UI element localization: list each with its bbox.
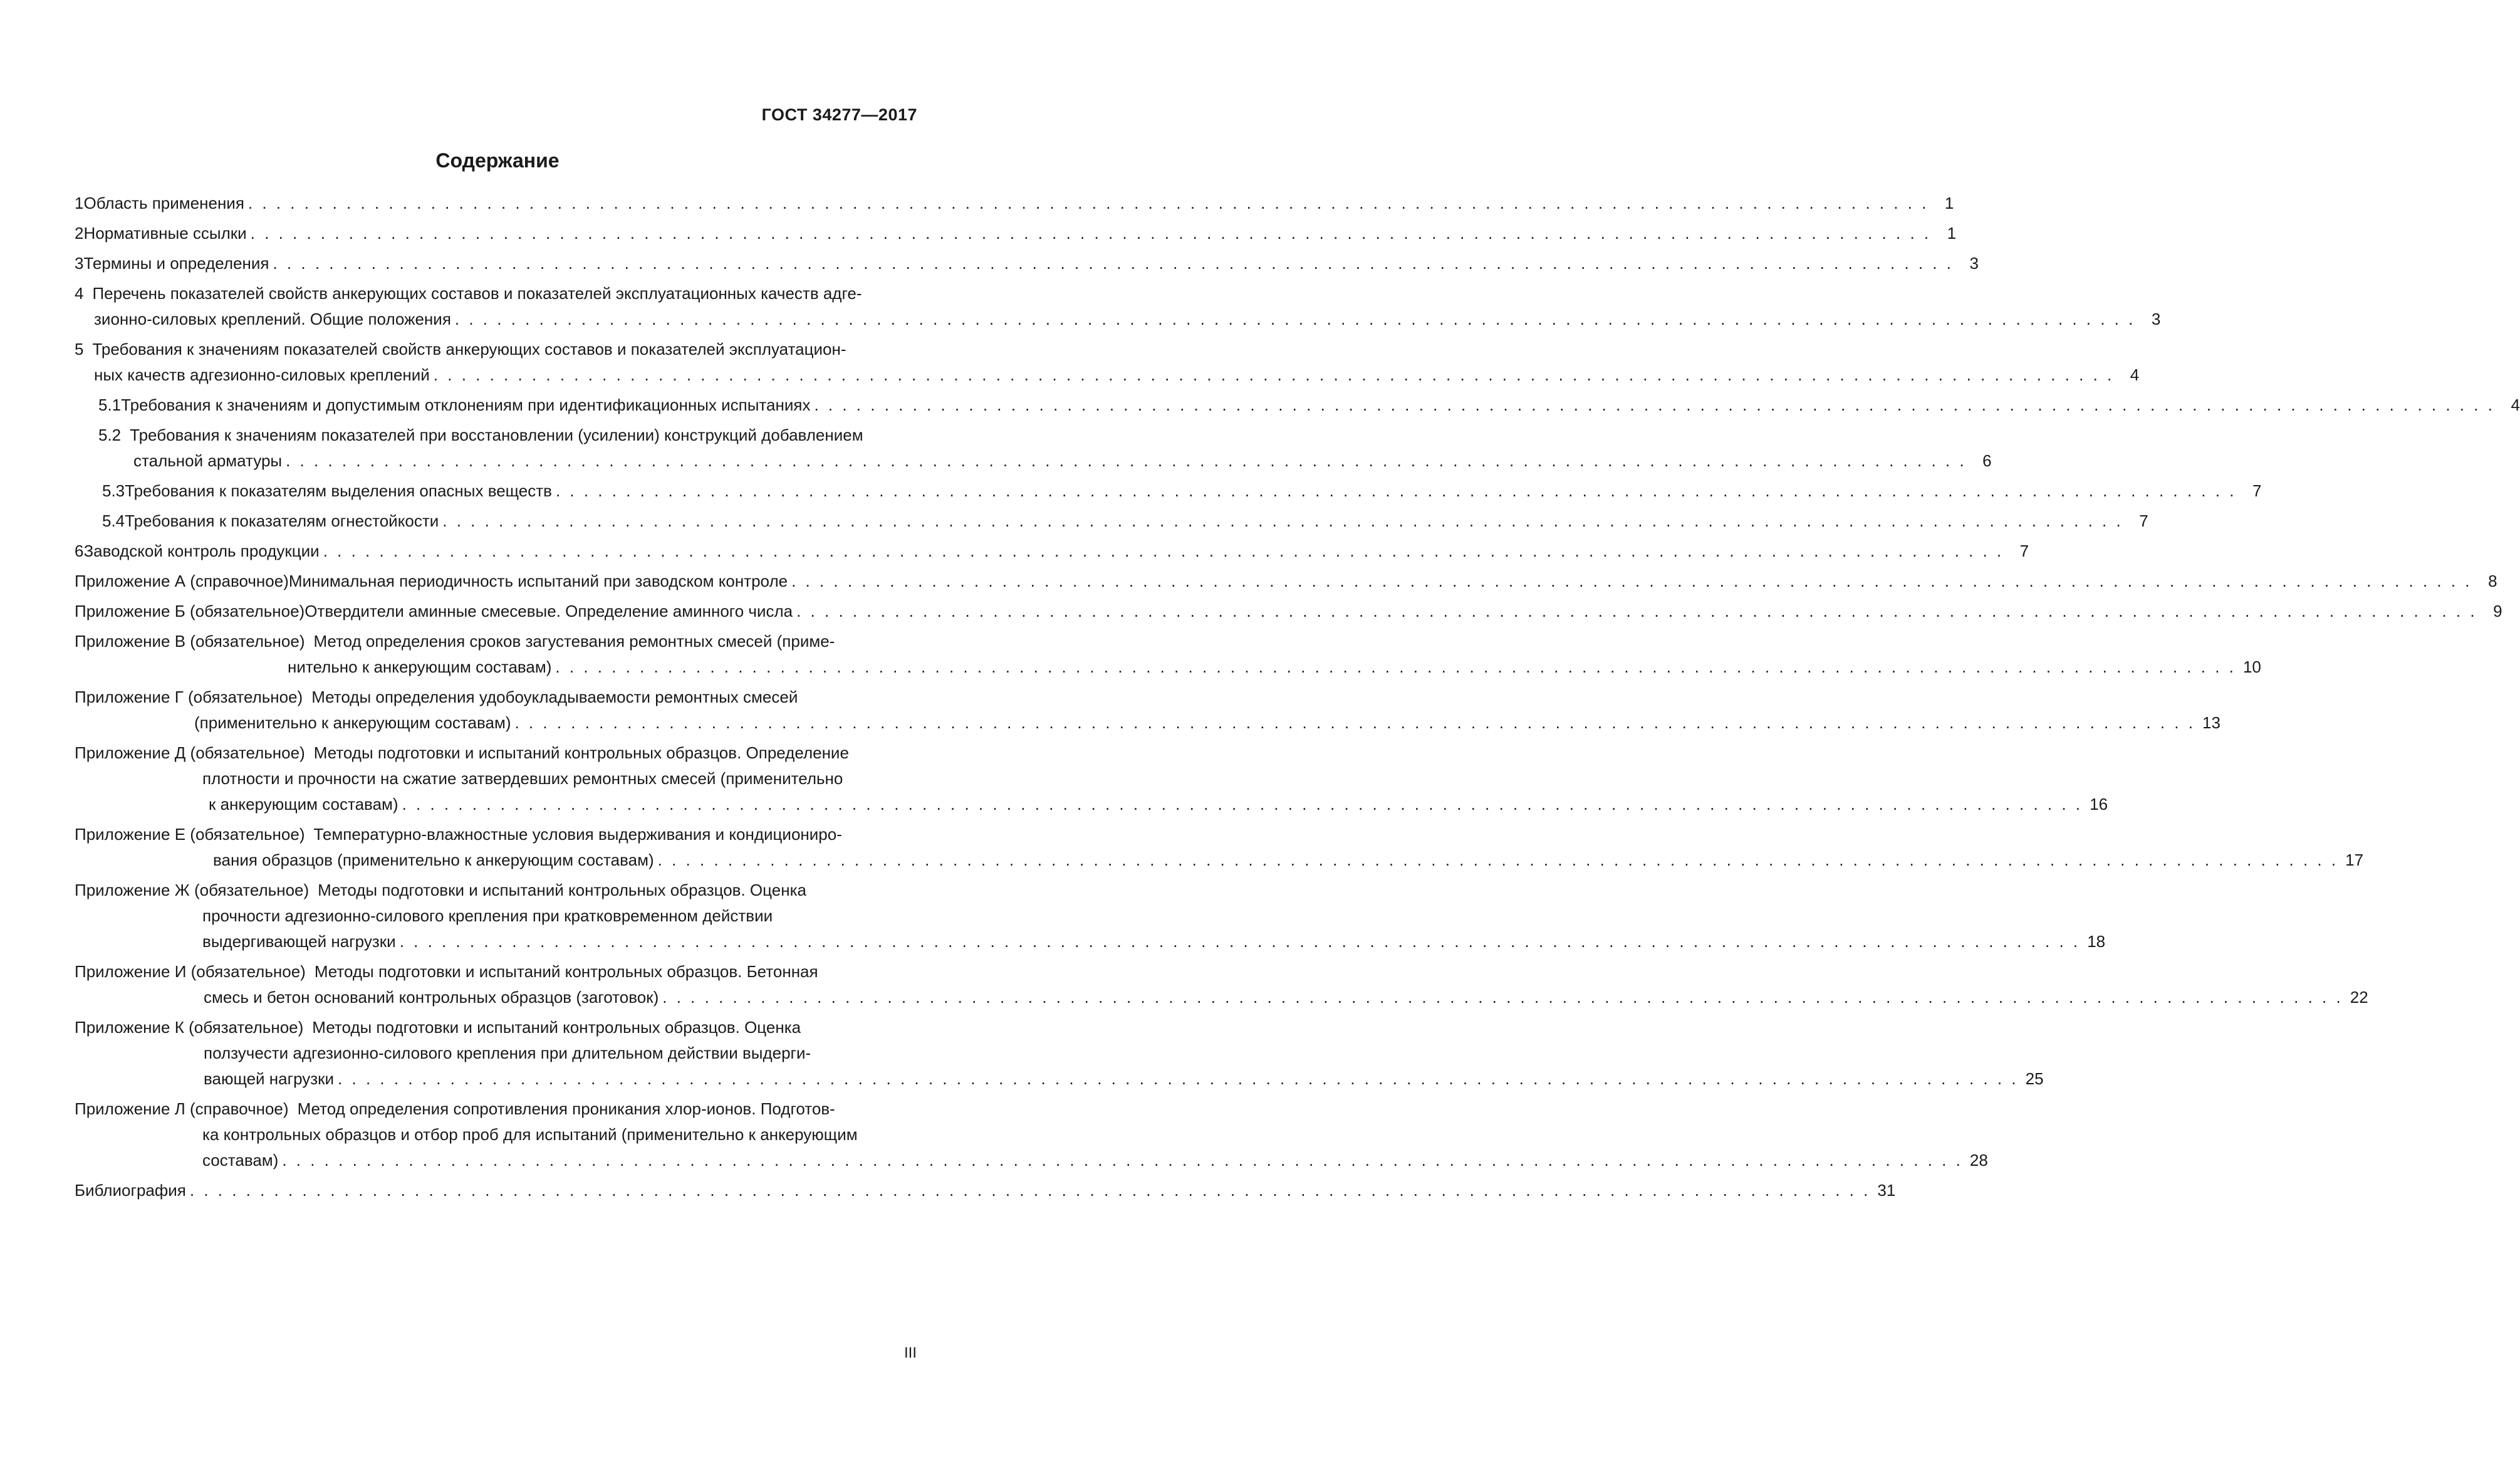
toc-leader-dots: . . . . . . . . . . . . . . . . . . . . . . . . . . . . . . . . . . . . . . . . . . . . . . . . . . . . . . . . . . . . . . . . . . . . . . . . . . . . . . . . . . . . . . . . . . . . . . . . . . . . . . . . . . . . . . . . . . . . . . . . — [338, 1069, 2019, 1088]
toc-entry-title: Методы подготовки и испытаний контрольных образцов. Бетонная — [314, 962, 818, 981]
document-header: ГОСТ 34277—2017 — [761, 105, 917, 124]
toc-leader-dots: . . . . . . . . . . . . . . . . . . . . . . . . . . . . . . . . . . . . . . . . . . . . . . . . . . . . . . . . . . . . . . . . . . . . . . . . . . . . . . . . . . . . . . . . . . . . . . . . . . . . . . . . . . . . . . . . . . . . . . . . — [657, 851, 2339, 869]
toc-entry-number: 5 — [75, 340, 84, 359]
toc-entry-title-continued: нительно к анкерующим составам) — [288, 657, 552, 676]
toc-entry-appendix[interactable] — [75, 959, 2368, 1010]
toc-entry-title: Заводской контроль продукции — [83, 542, 320, 560]
toc-entry-title-continued: вающей нагрузки — [204, 1069, 335, 1088]
toc-entry-page: 3 — [1969, 254, 1979, 273]
toc-entry-page: 13 — [2202, 713, 2221, 732]
toc-entry-number: 3 — [75, 254, 84, 273]
toc-appendix-label: Приложение Г (обязательное) — [75, 688, 303, 706]
toc-entry[interactable] — [75, 191, 1954, 216]
toc-leader-dots: . . . . . . . . . . . . . . . . . . . . . . . . . . . . . . . . . . . . . . . . . . . . . . . . . . . . . . . . . . . . . . . . . . . . . . . . . . . . . . . . . . . . . . . . . . . . . . . . . . . . . . . . . . . . . . . . . . . . . . . . — [555, 657, 2236, 676]
toc-entry[interactable] — [75, 251, 1979, 276]
toc-entry[interactable] — [75, 221, 1957, 246]
toc-leader-dots: . . . . . . . . . . . . . . . . . . . . . . . . . . . . . . . . . . . . . . . . . . . . . . . . . . . . . . . . . . . . . . . . . . . . . . . . . . . . . . . . . . . . . . . . . . . . . . . . . . . . . . . . . . . . . . . . . . . . . . . . — [247, 194, 1929, 212]
toc-entry-page: 18 — [2087, 932, 2106, 951]
toc-leader-dots: . . . . . . . . . . . . . . . . . . . . . . . . . . . . . . . . . . . . . . . . . . . . . . . . . . . . . . . . . . . . . . . . . . . . . . . . . . . . . . . . . . . . . . . . . . . . . . . . . . . . . . . . . . . . . . . . . . . . . . . . — [273, 254, 1954, 273]
toc-entry-title-continued: вания образцов (применительно к анкерующим составам) — [213, 851, 654, 869]
toc-appendix-label: Приложение И (обязательное) — [75, 962, 306, 981]
toc-appendix-label: Приложение Л (справочное) — [75, 1099, 289, 1118]
toc-entry[interactable] — [75, 281, 2161, 332]
toc-entry-title: Минимальная периодичность испытаний при заводском контроле — [288, 572, 788, 590]
toc-entry-title: Требования к показателям огнестойкости — [125, 511, 439, 530]
toc-entry-number: 1 — [75, 194, 84, 212]
toc-leader-dots: . . . . . . . . . . . . . . . . . . . . . . . . . . . . . . . . . . . . . . . . . . . . . . . . . . . . . . . . . . . . . . . . . . . . . . . . . . . . . . . . . . . . . . . . . . . . . . . . . . . . . . . . . . . . . . . . . . . . . . . . — [282, 1151, 1963, 1170]
toc-appendix-label: Приложение Д (обязательное) — [75, 743, 305, 762]
toc-entry-appendix[interactable] — [75, 1015, 2044, 1092]
toc-entry-title-continued: ка контрольных образцов и отбор проб для испытаний (применительно к анкерующим — [202, 1125, 858, 1144]
toc-entry-title: Перечень показателей свойств анкерующих составов и показателей эксплуатационных качеств адге- — [92, 284, 862, 303]
toc-entry-page: 6 — [1982, 451, 1992, 470]
toc-entry-appendix[interactable] — [75, 877, 2106, 955]
toc-entry[interactable] — [75, 508, 2148, 534]
toc-entry-title: Методы подготовки и испытаний контрольных образцов. Оценка — [312, 1018, 801, 1037]
toc-entry-title-continued: прочности адгезионно-силового крепления при кратковременном действии — [202, 906, 773, 925]
toc-entry-number: 5.2 — [98, 426, 122, 444]
toc-entry-page: 7 — [2252, 481, 2262, 500]
toc-entry-page: 10 — [2242, 657, 2261, 676]
toc-entry-bibliography[interactable] — [75, 1178, 1896, 1203]
toc-entry-page: 7 — [2019, 542, 2029, 560]
toc-appendix-label: Приложение Б (обязательное) — [75, 602, 305, 620]
toc-entry-number: 4 — [75, 284, 84, 303]
toc-entry-page: 3 — [2151, 310, 2161, 328]
toc-entry-title-continued: ных качеств адгезионно-силовых креплений — [94, 365, 430, 384]
toc-leader-dots: . . . . . . . . . . . . . . . . . . . . . . . . . . . . . . . . . . . . . . . . . . . . . . . . . . . . . . . . . . . . . . . . . . . . . . . . . . . . . . . . . . . . . . . . . . . . . . . . . . . . . . . . . . . . . . . . . . . . . . . . — [399, 932, 2081, 951]
toc-leader-dots: . . . . . . . . . . . . . . . . . . . . . . . . . . . . . . . . . . . . . . . . . . . . . . . . . . . . . . . . . . . . . . . . . . . . . . . . . . . . . . . . . . . . . . . . . . . . . . . . . . . . . . . . . . . . . . . . . . . . . . . . — [189, 1181, 1871, 1200]
toc-leader-dots: . . . . . . . . . . . . . . . . . . . . . . . . . . . . . . . . . . . . . . . . . . . . . . . . . . . . . . . . . . . . . . . . . . . . . . . . . . . . . . . . . . . . . . . . . . . . . . . . . . . . . . . . . . . . . . . . . . . . . . . . — [442, 511, 2123, 530]
toc-appendix-label: Приложение К (обязательное) — [75, 1018, 304, 1037]
toc-entry-page: 31 — [1877, 1181, 1896, 1200]
toc-entry-number: 2 — [75, 224, 84, 243]
toc-entry[interactable] — [75, 478, 2262, 504]
toc-entry-title-continued: составам) — [202, 1151, 279, 1170]
toc-entry-appendix[interactable] — [75, 740, 2108, 817]
toc-entry-page: 1 — [1944, 194, 1954, 212]
toc-entry-appendix[interactable] — [75, 1096, 1988, 1173]
toc-appendix-label: Приложение В (обязательное) — [75, 632, 305, 651]
toc-leader-dots: . . . . . . . . . . . . . . . . . . . . . . . . . . . . . . . . . . . . . . . . . . . . . . . . . . . . . . . . . . . . . . . . . . . . . . . . . . . . . . . . . . . . . . . . . . . . . . . . . . . . . . . . . . . . . . . . . . . . . . . . — [286, 451, 1967, 470]
toc-entry-title: Нормативные ссылки — [83, 224, 247, 243]
page-number: III — [903, 1344, 917, 1361]
toc-leader-dots: . . . . . . . . . . . . . . . . . . . . . . . . . . . . . . . . . . . . . . . . . . . . . . . . . . . . . . . . . . . . . . . . . . . . . . . . . . . . . . . . . . . . . . . . . . . . . . . . . . . . . . . . . . . . . . . . . . . . . . . . — [791, 572, 2472, 590]
toc-entry-title: Метод определения сопротивления проникания хлор-ионов. Подготов- — [297, 1099, 835, 1118]
toc-entry-number: 6 — [75, 542, 84, 560]
toc-entry-title: Требования к значениям показателей свойств анкерующих составов и показателей эксплуатацион- — [92, 340, 846, 359]
toc-entry-page: 7 — [2139, 511, 2148, 530]
toc-entry-page: 4 — [2511, 395, 2520, 414]
toc-entry-page: 25 — [2025, 1069, 2044, 1088]
toc-entry-title: Библиография — [75, 1181, 186, 1200]
toc-entry[interactable] — [75, 422, 1992, 474]
toc-entry-page: 9 — [2493, 602, 2502, 620]
toc-entry-title: Методы определения удобоукладываемости ремонтных смесей — [311, 688, 798, 706]
toc-leader-dots: . . . . . . . . . . . . . . . . . . . . . . . . . . . . . . . . . . . . . . . . . . . . . . . . . . . . . . . . . . . . . . . . . . . . . . . . . . . . . . . . . . . . . . . . . . . . . . . . . . . . . . . . . . . . . . . . . . . . . . . . — [796, 602, 2477, 620]
toc-entry-title-continued: (применительно к анкерующим составам) — [194, 713, 511, 732]
toc-entry-title: Методы подготовки и испытаний контрольных образцов. Определение — [313, 743, 849, 762]
toc-entry-page: 28 — [1969, 1151, 1988, 1170]
toc-entry-number: 5.1 — [98, 395, 122, 414]
toc-entry-appendix[interactable] — [75, 684, 2221, 736]
toc-entry-title-continued: стальной арматуры — [133, 451, 283, 470]
toc-leader-dots: . . . . . . . . . . . . . . . . . . . . . . . . . . . . . . . . . . . . . . . . . . . . . . . . . . . . . . . . . . . . . . . . . . . . . . . . . . . . . . . . . . . . . . . . . . . . . . . . . . . . . . . . . . . . . . . . . . . . . . . . — [323, 542, 2004, 560]
toc-leader-dots: . . . . . . . . . . . . . . . . . . . . . . . . . . . . . . . . . . . . . . . . . . . . . . . . . . . . . . . . . . . . . . . . . . . . . . . . . . . . . . . . . . . . . . . . . . . . . . . . . . . . . . . . . . . . . . . . . . . . . . . . — [814, 395, 2495, 414]
toc-entry-title-continued: плотности и прочности на сжатие затвердевших ремонтных смесей (применительно — [202, 769, 843, 788]
toc-title: Содержание — [435, 149, 560, 172]
toc-entry-title: Требования к показателям выделения опасных веществ — [125, 481, 552, 500]
toc-entry-appendix[interactable] — [75, 568, 2497, 594]
toc-leader-dots: . . . . . . . . . . . . . . . . . . . . . . . . . . . . . . . . . . . . . . . . . . . . . . . . . . . . . . . . . . . . . . . . . . . . . . . . . . . . . . . . . . . . . . . . . . . . . . . . . . . . . . . . . . . . . . . . . . . . . . . . — [514, 713, 2195, 732]
toc-entry-title: Отвердители аминные смесевые. Определение аминного числа — [305, 602, 793, 620]
toc-entry-page: 17 — [2345, 851, 2364, 869]
toc-entry[interactable] — [75, 337, 2140, 388]
table-of-contents — [75, 191, 2520, 1208]
toc-entry[interactable] — [75, 538, 2029, 564]
toc-entry-title: Температурно-влажностные условия выдерживания и кондициониро- — [313, 825, 842, 844]
toc-entry-title: Методы подготовки и испытаний контрольных образцов. Оценка — [318, 881, 806, 899]
toc-entry-number: 5.4 — [102, 511, 125, 530]
toc-entry-page: 22 — [2350, 988, 2368, 1007]
toc-leader-dots: . . . . . . . . . . . . . . . . . . . . . . . . . . . . . . . . . . . . . . . . . . . . . . . . . . . . . . . . . . . . . . . . . . . . . . . . . . . . . . . . . . . . . . . . . . . . . . . . . . . . . . . . . . . . . . . . . . . . . . . . — [250, 224, 1932, 243]
toc-entry-page: 8 — [2488, 572, 2497, 590]
toc-entry-page: 4 — [2130, 365, 2140, 384]
toc-entry-title: Требования к значениям показателей при восстановлении (усилении) конструкций добавлением — [130, 426, 863, 444]
toc-entry-appendix[interactable] — [75, 599, 2502, 624]
toc-appendix-label: Приложение Ж (обязательное) — [75, 881, 310, 899]
toc-entry-page: 16 — [2090, 795, 2108, 814]
toc-entry-title-continued: выдергивающей нагрузки — [202, 932, 396, 951]
toc-entry-title-continued: ползучести адгезионно-силового крепления при длительном действии выдерги- — [204, 1044, 811, 1062]
toc-leader-dots: . . . . . . . . . . . . . . . . . . . . . . . . . . . . . . . . . . . . . . . . . . . . . . . . . . . . . . . . . . . . . . . . . . . . . . . . . . . . . . . . . . . . . . . . . . . . . . . . . . . . . . . . . . . . . . . . . . . . . . . . — [433, 365, 2115, 384]
toc-leader-dots: . . . . . . . . . . . . . . . . . . . . . . . . . . . . . . . . . . . . . . . . . . . . . . . . . . . . . . . . . . . . . . . . . . . . . . . . . . . . . . . . . . . . . . . . . . . . . . . . . . . . . . . . . . . . . . . . . . . . . . . . — [662, 988, 2343, 1007]
toc-entry-title-continued: смесь и бетон оснований контрольных образцов (заготовок) — [204, 988, 659, 1007]
toc-entry-title-continued: зионно-силовых креплений. Общие положения — [94, 310, 451, 328]
toc-entry-appendix[interactable] — [75, 822, 2364, 873]
toc-leader-dots: . . . . . . . . . . . . . . . . . . . . . . . . . . . . . . . . . . . . . . . . . . . . . . . . . . . . . . . . . . . . . . . . . . . . . . . . . . . . . . . . . . . . . . . . . . . . . . . . . . . . . . . . . . . . . . . . . . . . . . . . — [402, 795, 2083, 814]
toc-entry-title: Область применения — [83, 194, 244, 212]
toc-entry-page: 1 — [1947, 224, 1957, 243]
toc-entry-title: Термины и определения — [83, 254, 269, 273]
toc-entry-title-continued: к анкерующим составам) — [209, 795, 398, 814]
toc-entry-title: Требования к значениям и допустимым отклонениям при идентификационных испытаниях — [121, 395, 811, 414]
toc-leader-dots: . . . . . . . . . . . . . . . . . . . . . . . . . . . . . . . . . . . . . . . . . . . . . . . . . . . . . . . . . . . . . . . . . . . . . . . . . . . . . . . . . . . . . . . . . . . . . . . . . . . . . . . . . . . . . . . . . . . . . . . . — [454, 310, 2136, 328]
toc-appendix-label: Приложение Е (обязательное) — [75, 825, 305, 844]
toc-entry-title: Метод определения сроков загустевания ремонтных смесей (приме- — [313, 632, 835, 651]
toc-leader-dots: . . . . . . . . . . . . . . . . . . . . . . . . . . . . . . . . . . . . . . . . . . . . . . . . . . . . . . . . . . . . . . . . . . . . . . . . . . . . . . . . . . . . . . . . . . . . . . . . . . . . . . . . . . . . . . . . . . . . . . . . — [555, 481, 2237, 500]
toc-entry-number: 5.3 — [102, 481, 125, 500]
toc-appendix-label: Приложение А (справочное) — [75, 572, 289, 590]
toc-entry-appendix[interactable] — [75, 629, 2261, 680]
toc-entry[interactable] — [75, 392, 2520, 418]
